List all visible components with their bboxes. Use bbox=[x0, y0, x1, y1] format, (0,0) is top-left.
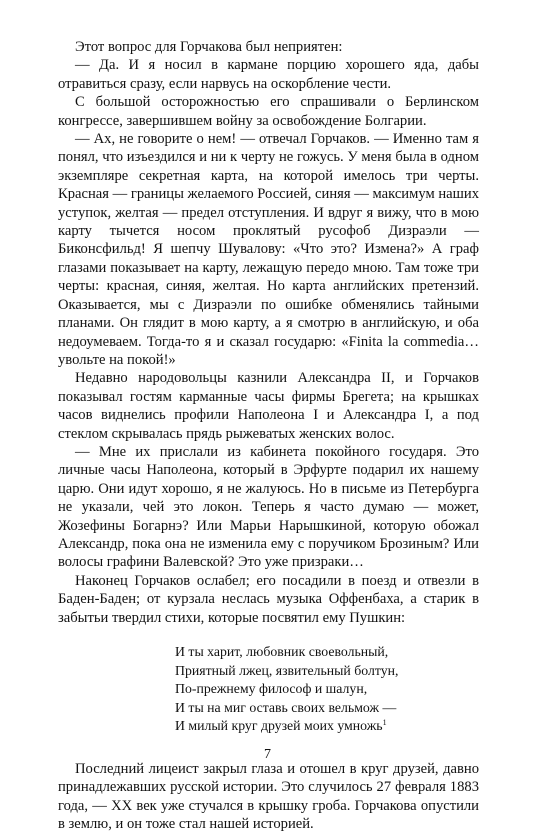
paragraph: — Ах, не говорите о нем! — отвечал Горчаков. — Именно там я понял, что изъездился и ни к черту не гожусь. У меня была в одном экземпляре секретная карта, на которой имелось три черты. Красная — границы желаемого Россией, синяя — максимум наших уступок, желтая — предел отступления. И вдруг я вижу, что в мою карту тычется носом проклятый русофоб Дизраэли — Биконсфильд! Я шепчу Шувалову: «Что это? Измена?» А граф глазами показывает на карту, лежащую передо мною. Там тоже три черты: красная, синяя, желтая. Но карта английских претензий. Оказывается, мы с Дизраэли по ошибке обменялись тайными планами. Он глядит в мою карту, а я смотрю в английскую, и оба недоумеваем. Тогда-то я и сказал государю: «Finita la commedia… увольте на покой!» bbox=[58, 131, 479, 368]
body-text bbox=[58, 38, 479, 834]
closing-section bbox=[58, 760, 479, 834]
page-number: 7 bbox=[264, 747, 271, 762]
paragraph: Последний лицеист закрыл глаза и отошел в круг друзей, давно принадлежавших русской истории. Это случилось 27 февраля 1883 года, — XX век уже стучался в крышку гроба. Горчакова опустили в землю, и он тоже стал нашей историей. bbox=[58, 760, 479, 833]
verse-line-last bbox=[175, 717, 479, 736]
verse-line: Приятный лжец, язвительный болтун, bbox=[175, 662, 399, 678]
verse-line: И ты на миг оставь своих вельмож — bbox=[175, 699, 397, 715]
paragraph: С большой осторожностью его спрашивали о Берлинском конгрессе, завершившем войну за освобождение Болгарии. bbox=[58, 94, 479, 129]
paragraph: Наконец Горчаков ослабел; его посадили в поезд и отвезли в Баден-Баден; от курзала неслась музыка Оффенбаха, а старик в забытьи твердил стихи, которые посвятил ему Пушкин: bbox=[58, 572, 479, 626]
paragraph: — Да. И я носил в кармане порцию хорошего яда, дабы отравиться сразу, если нарвусь на оскорбление чести. bbox=[58, 57, 479, 92]
footnote-marker[interactable]: 1 bbox=[382, 718, 387, 728]
verse-line: И ты харит, любовник своевольный, bbox=[175, 644, 389, 659]
verse-line: По-прежнему философ и шалун, bbox=[175, 681, 368, 697]
verse-line: И милый круг друзей моих умножь bbox=[175, 718, 383, 734]
poem-quote bbox=[58, 643, 479, 736]
paragraph: Этот вопрос для Горчакова был неприятен: bbox=[75, 39, 343, 55]
paragraph: Недавно народовольцы казнили Александра II, и Горчаков показывал гостям карманные часы фирмы Брегета; на крышках часов виднелись профили Наполеона I и Александра I, а под стеклом скрывалась прядь рыжеватых женских волос. bbox=[58, 370, 479, 442]
paragraph: — Мне их прислали из кабинета покойного государя. Это личные часы Наполеона, который в Эрфурте подарил их нашему царю. Они идут хорошо, я не жалуюсь. Но в письме из Петербурга не указали, чей это локон. Теперь я часто думаю — может, Жозефины Богарнэ? Или Марьи Нарышкиной, которую обожал Александр, пока она не изменила ему с поручиком Брозиным? Или волосы графини Валевской? Это уже призраки… bbox=[58, 443, 479, 571]
